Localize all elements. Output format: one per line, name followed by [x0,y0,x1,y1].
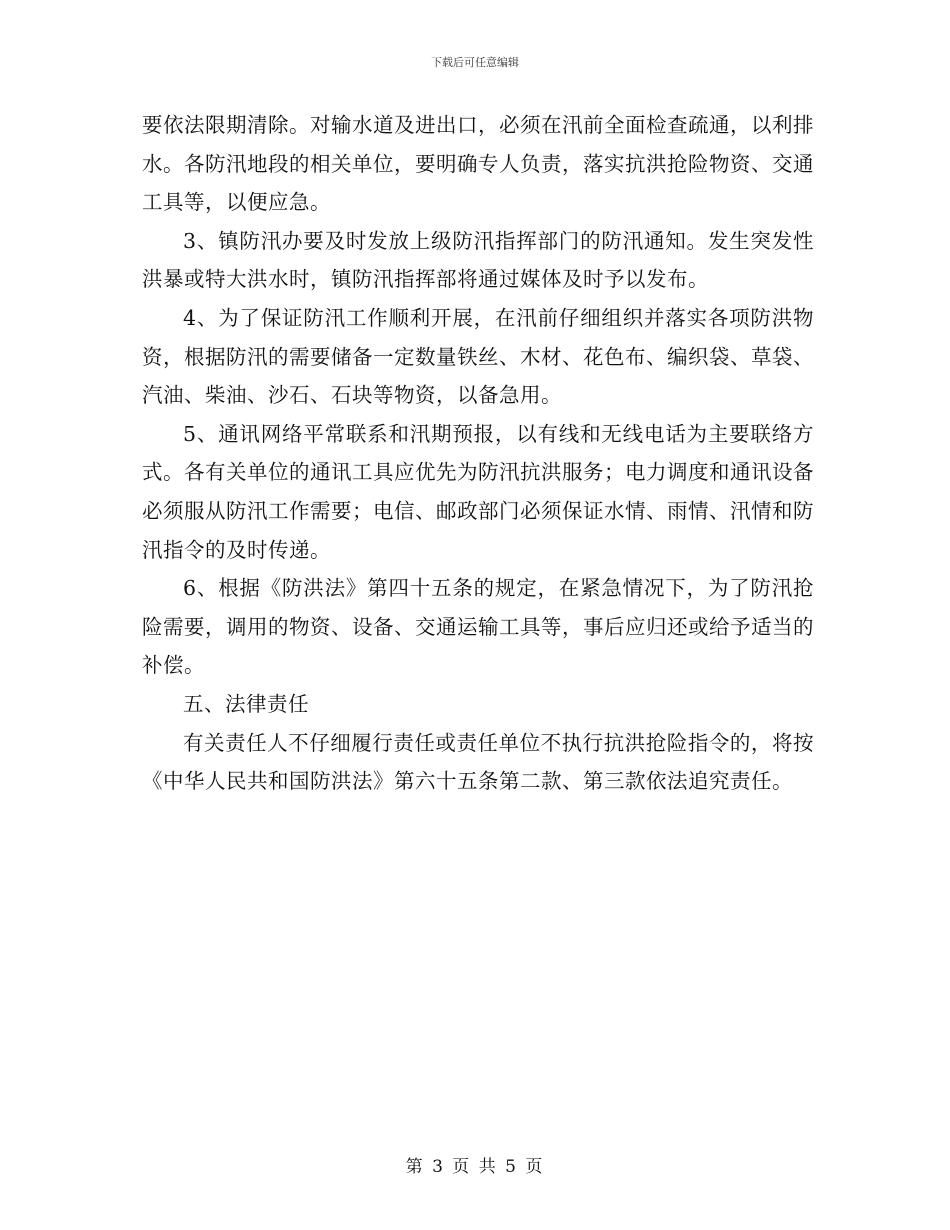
paragraph-item-6: 6、根据《防洪法》第四十五条的规定，在紧急情况下，为了防汛抢险需要，调用的物资、设备、交通运输工具等，事后应归还或给予适当的补偿。 [142,576,814,678]
paragraph-item-3: 3、镇防汛办要及时发放上级防汛指挥部门的防汛通知。发生突发性洪暴或特大洪水时，镇防汛指挥部将通过媒体及时予以发布。 [142,228,814,292]
page-header: 下载后可任意编辑 [431,56,519,69]
document-body [142,106,814,801]
paragraph-legal-liability: 有关责任人不仔细履行责任或责任单位不执行抗洪抢险指令的，将按《中华人民共和国防洪法》第六十五条第二款、第三款依法追究责任。 [142,730,814,794]
section-heading-legal-liability: 五、法律责任 [183,691,309,716]
paragraph-item-5: 5、通讯网络平常联系和汛期预报，以有线和无线电话为主要联络方式。各有关单位的通讯工具应优先为防汛抗洪服务；电力调度和通讯设备必须服从防汛工作需要；电信、邮政部门必须保证水情、雨情、汛情和防汛指令的及时传递。 [142,421,814,562]
paragraph-item-4: 4、为了保证防汛工作顺利开展，在汛前仔细组织并落实各项防洪物资，根据防汛的需要储备一定数量铁丝、木材、花色布、编织袋、草袋、汽油、柴油、沙石、石块等物资，以备急用。 [142,305,814,408]
page-footer: 第 3 页 共 5 页 [405,1157,545,1177]
paragraph-continuation: 要依法限期清除。对输水道及进出口，必须在汛前全面检查疏通，以利排水。各防汛地段的相关单位，要明确专人负责，落实抗洪抢险物资、交通工具等，以便应急。 [142,113,814,215]
